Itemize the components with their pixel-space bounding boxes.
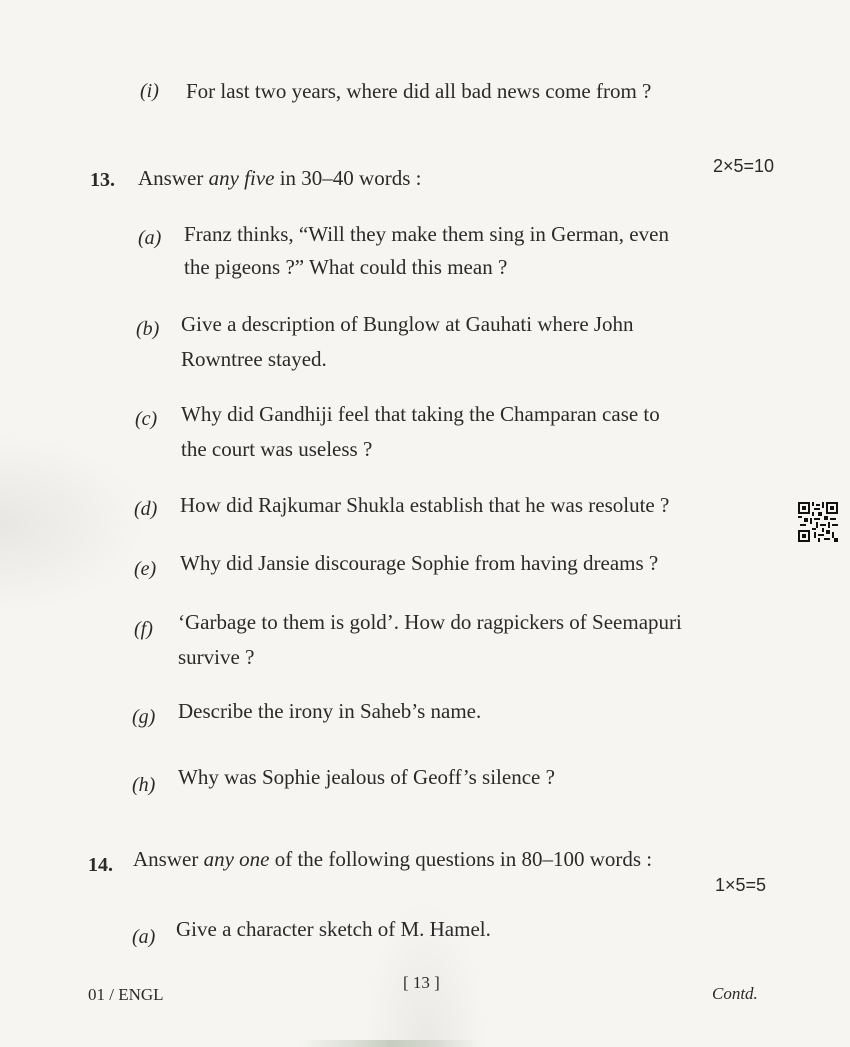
q14-heading [133,846,652,872]
q13-f-line2: survive ? [178,645,255,669]
q14-heading-emph: any one [203,847,270,871]
q13-e-label: (e) [134,558,157,580]
q13-a-line2: the pigeons ?” What could this mean ? [184,255,508,279]
q13-a-line1: Franz thinks, “Will they make them sing in German, even [184,222,669,246]
q13-d-label: (d) [134,498,158,520]
q13-heading-prefix: Answer [138,166,204,190]
q14-heading-prefix: Answer [133,847,199,871]
q13-b-label: (b) [136,318,160,340]
page-number: [ 13 ] [403,973,440,992]
q13-f-label: (f) [134,618,153,640]
scan-edge-mark [300,1040,480,1047]
q13-heading-emph: any five [208,166,275,190]
q14-a-label: (a) [132,926,156,948]
q13-d-line1: How did Rajkumar Shukla establish that he was resolute ? [180,493,670,517]
q12-item-label: (i) [140,80,159,102]
q13-c-line2: the court was useless ? [181,437,373,461]
q14-heading-suffix: of the following questions in 80–100 words : [274,847,653,871]
q13-c-label: (c) [135,408,158,430]
qr-code-icon [798,502,838,542]
q12-item-text: For last two years, where did all bad news come from ? [186,79,652,103]
paper-code: 01 / ENGL [88,985,164,1004]
q13-heading [138,165,421,191]
q13-b-line1: Give a description of Bunglow at Gauhati where John [181,312,634,336]
q14-a-line1: Give a character sketch of M. Hamel. [176,917,491,941]
q13-g-line1: Describe the irony in Saheb’s name. [178,699,482,723]
q13-c-line1: Why did Gandhiji feel that taking the Champaran case to [181,402,660,426]
q13-h-line1: Why was Sophie jealous of Geoff’s silence ? [178,765,555,789]
contd-label: Contd. [712,984,758,1003]
q14-number: 14. [88,854,113,876]
q13-f-line1: ‘Garbage to them is gold’. How do ragpickers of Seemapuri [178,610,682,634]
q13-e-line1: Why did Jansie discourage Sophie from having dreams ? [180,551,659,575]
q13-heading-suffix: in 30–40 words : [279,166,422,190]
q13-number: 13. [90,169,115,191]
q13-h-label: (h) [132,774,156,796]
q13-g-label: (g) [132,706,156,728]
q13-a-label: (a) [138,227,162,249]
q13-marks: 2×5=10 [713,156,775,176]
q14-marks: 1×5=5 [715,875,767,895]
q13-b-line2: Rowntree stayed. [181,347,327,371]
